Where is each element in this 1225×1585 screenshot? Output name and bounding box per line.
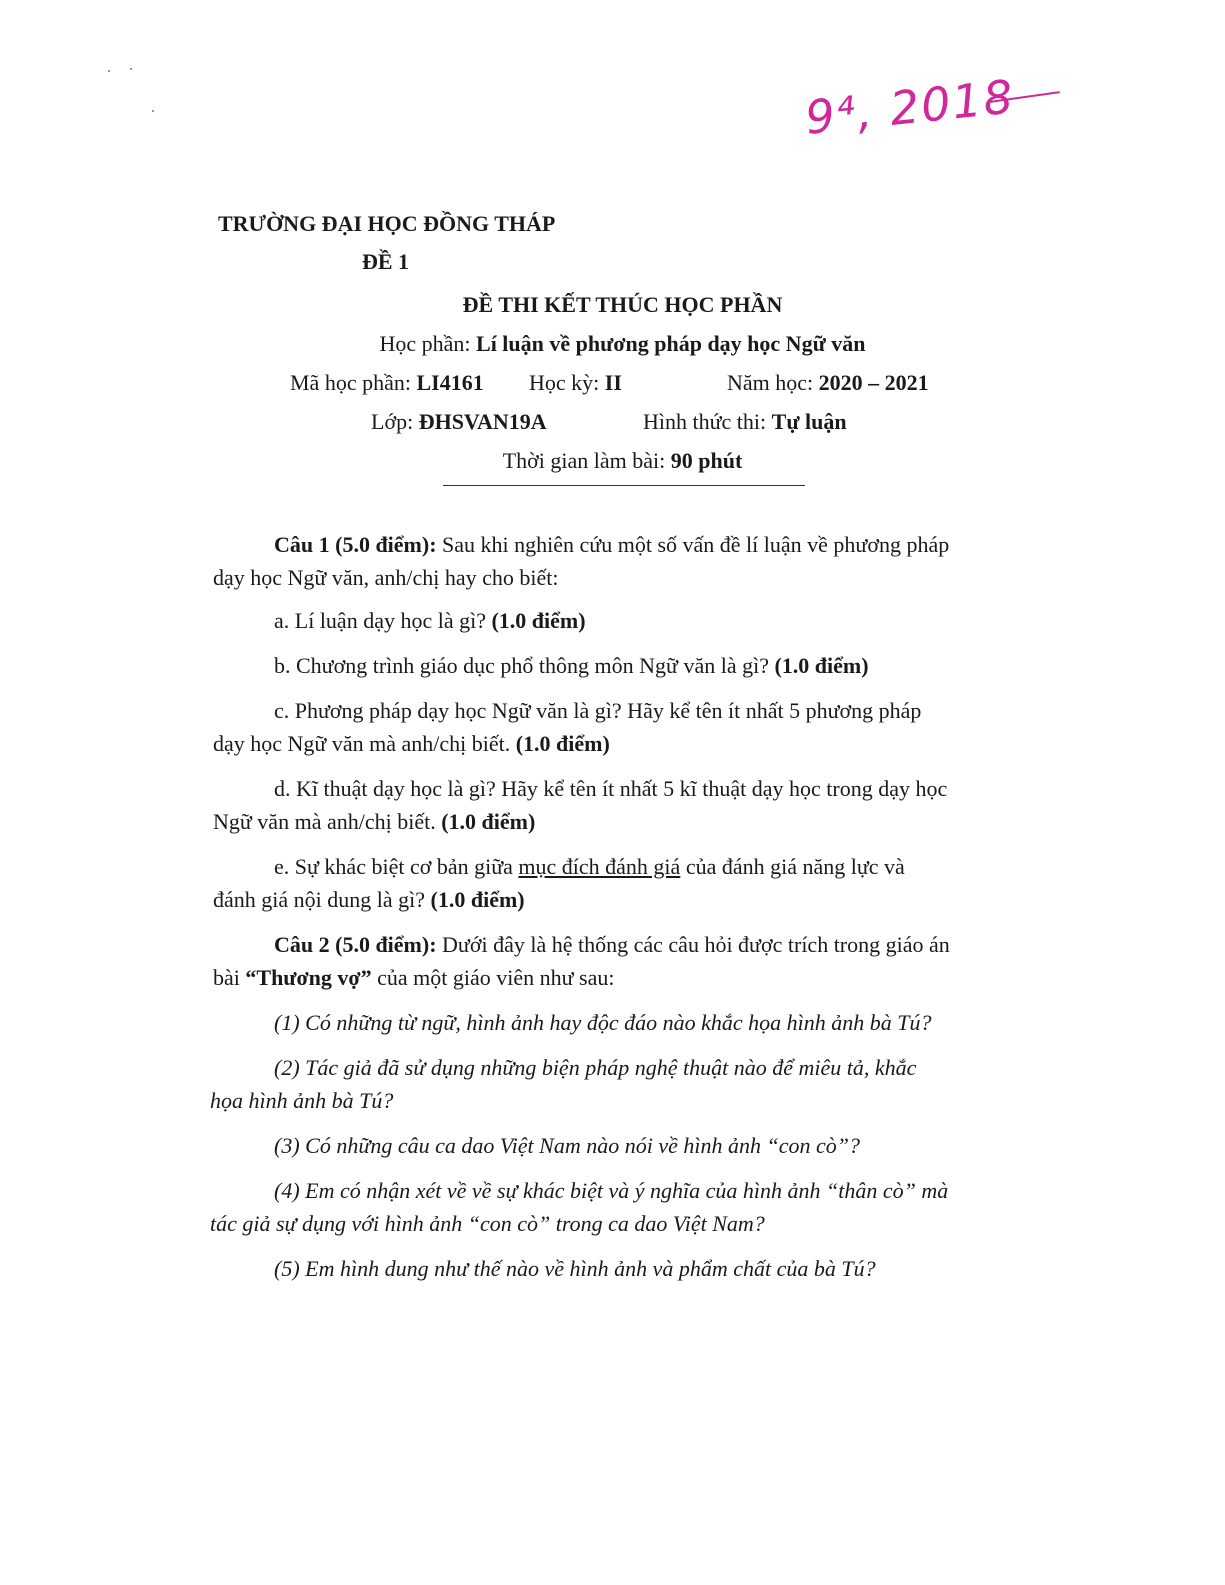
q2-title: Câu 2 (5.0 điểm):	[274, 932, 437, 957]
q2-sub-3	[274, 1129, 860, 1162]
q2-intro-b: của một giáo viên như sau:	[371, 965, 615, 990]
q2-s4-text-2: tác giả sự dụng với hình ảnh “con cò” trong ca dao Việt Nam?	[210, 1211, 765, 1236]
q2-s4-text-1: (4) Em có nhận xét về về sự khác biệt và ý nghĩa của hình ảnh “thân cò” mà	[274, 1178, 949, 1203]
q2-sub-2-line1	[274, 1051, 916, 1084]
q1-item-c-line2	[213, 727, 610, 760]
q1-e-text-b: của đánh giá năng lực và	[680, 854, 905, 879]
q2-intro-line2	[213, 961, 614, 994]
semester	[529, 370, 622, 396]
handwritten-note: 9⁴, 2018	[802, 69, 1018, 145]
course-label: Học phần:	[379, 331, 477, 356]
scan-speck	[152, 110, 154, 112]
exam-form	[643, 409, 847, 435]
q2-intro-a: bài	[213, 965, 246, 990]
form-label: Hình thức thi:	[643, 409, 772, 434]
q2-sub-4-line2	[210, 1207, 765, 1240]
q1-item-c-line1: c. Phương pháp dạy học Ngữ văn là gì? Hãy kể tên ít nhất 5 phương pháp	[274, 698, 922, 723]
q1-item-d-line1: d. Kĩ thuật dạy học là gì? Hãy kể tên ít nhất 5 kĩ thuật dạy học trong dạy học	[274, 776, 948, 801]
q1-a-text: a. Lí luận dạy học là gì?	[274, 608, 492, 633]
q1-item-d-line2	[213, 805, 535, 838]
q1-title: Câu 1 (5.0 điểm):	[274, 532, 437, 557]
q1-c-text: dạy học Ngữ văn mà anh/chị biết.	[213, 731, 516, 756]
q1-b-text: b. Chương trình giáo dục phổ thông môn Ngữ văn là gì?	[274, 653, 775, 678]
q1-intro-line1	[274, 528, 949, 561]
q2-s1-text: (1) Có những từ ngữ, hình ảnh hay độc đáo nào khắc họa hình ảnh bà Tú?	[274, 1010, 932, 1035]
q1-item-b	[274, 649, 869, 682]
exam-code: ĐỀ 1	[362, 249, 410, 274]
year-label: Năm học:	[727, 370, 819, 395]
course-line	[10, 331, 1225, 357]
q1-e-points: (1.0 điểm)	[430, 887, 525, 912]
q1-e-text-2: đánh giá nội dung là gì?	[213, 887, 431, 912]
q2-intro-text: Dưới đây là hệ thống các câu hỏi được trích trong giáo án	[436, 932, 950, 957]
header-divider	[443, 485, 805, 486]
school-name: TRƯỜNG ĐẠI HỌC ĐỒNG THÁP	[218, 211, 556, 236]
q1-e-underlined: mục đích đánh giá	[518, 854, 681, 879]
class-value: ĐHSVAN19A	[418, 409, 547, 434]
exam-title: ĐỀ THI KẾT THÚC HỌC PHẦN	[462, 292, 783, 317]
q2-sub-4-line1	[274, 1174, 948, 1207]
code-label: Mã học phần:	[290, 370, 417, 395]
time-label: Thời gian làm bài:	[502, 448, 671, 473]
year-value: 2020 – 2021	[818, 370, 929, 395]
q1-b-points: (1.0 điểm)	[774, 653, 869, 678]
class-label: Lớp:	[371, 409, 419, 434]
q2-sub-1	[274, 1006, 931, 1039]
q2-s2-text-2: họa hình ảnh bà Tú?	[210, 1088, 394, 1113]
semester-value: II	[604, 370, 622, 395]
exam-duration	[10, 448, 1225, 474]
q1-d-points: (1.0 điểm)	[441, 809, 536, 834]
q1-e-text-a: e. Sự khác biệt cơ bản giữa	[274, 854, 519, 879]
q1-intro-line2: dạy học Ngữ văn, anh/chị hay cho biết:	[213, 565, 559, 590]
q2-s2-text-1: (2) Tác giả đã sử dụng những biện pháp nghệ thuật nào để miêu tả, khắc	[274, 1055, 917, 1080]
q2-lesson-title: “Thương vợ”	[245, 965, 372, 990]
q2-sub-2-line2	[210, 1084, 393, 1117]
scan-speck	[108, 70, 110, 72]
time-value: 90 phút	[670, 448, 743, 473]
q2-s5-text: (5) Em hình dung như thế nào về hình ảnh và phẩm chất của bà Tú?	[274, 1256, 876, 1281]
class-info	[371, 409, 547, 435]
course-name: Lí luận về phương pháp dạy học Ngữ văn	[476, 331, 866, 356]
q2-sub-5	[274, 1252, 876, 1285]
q1-d-text: Ngữ văn mà anh/chị biết.	[213, 809, 442, 834]
q1-a-points: (1.0 điểm)	[491, 608, 586, 633]
q1-c-points: (1.0 điểm)	[515, 731, 610, 756]
q1-item-e-line2	[213, 883, 525, 916]
form-value: Tự luận	[771, 409, 847, 434]
course-code	[290, 370, 484, 396]
q1-item-e-line1	[274, 850, 905, 883]
semester-label: Học kỳ:	[529, 370, 605, 395]
q1-intro-text: Sau khi nghiên cứu một số vấn đề lí luận về phương pháp	[436, 532, 950, 557]
q2-s3-text: (3) Có những câu ca dao Việt Nam nào nói về hình ảnh “con cò”?	[274, 1133, 860, 1158]
q1-item-a	[274, 604, 586, 637]
scan-speck	[130, 68, 132, 70]
school-year	[727, 370, 929, 396]
code-value: LI4161	[416, 370, 484, 395]
q2-intro-line1	[274, 928, 950, 961]
